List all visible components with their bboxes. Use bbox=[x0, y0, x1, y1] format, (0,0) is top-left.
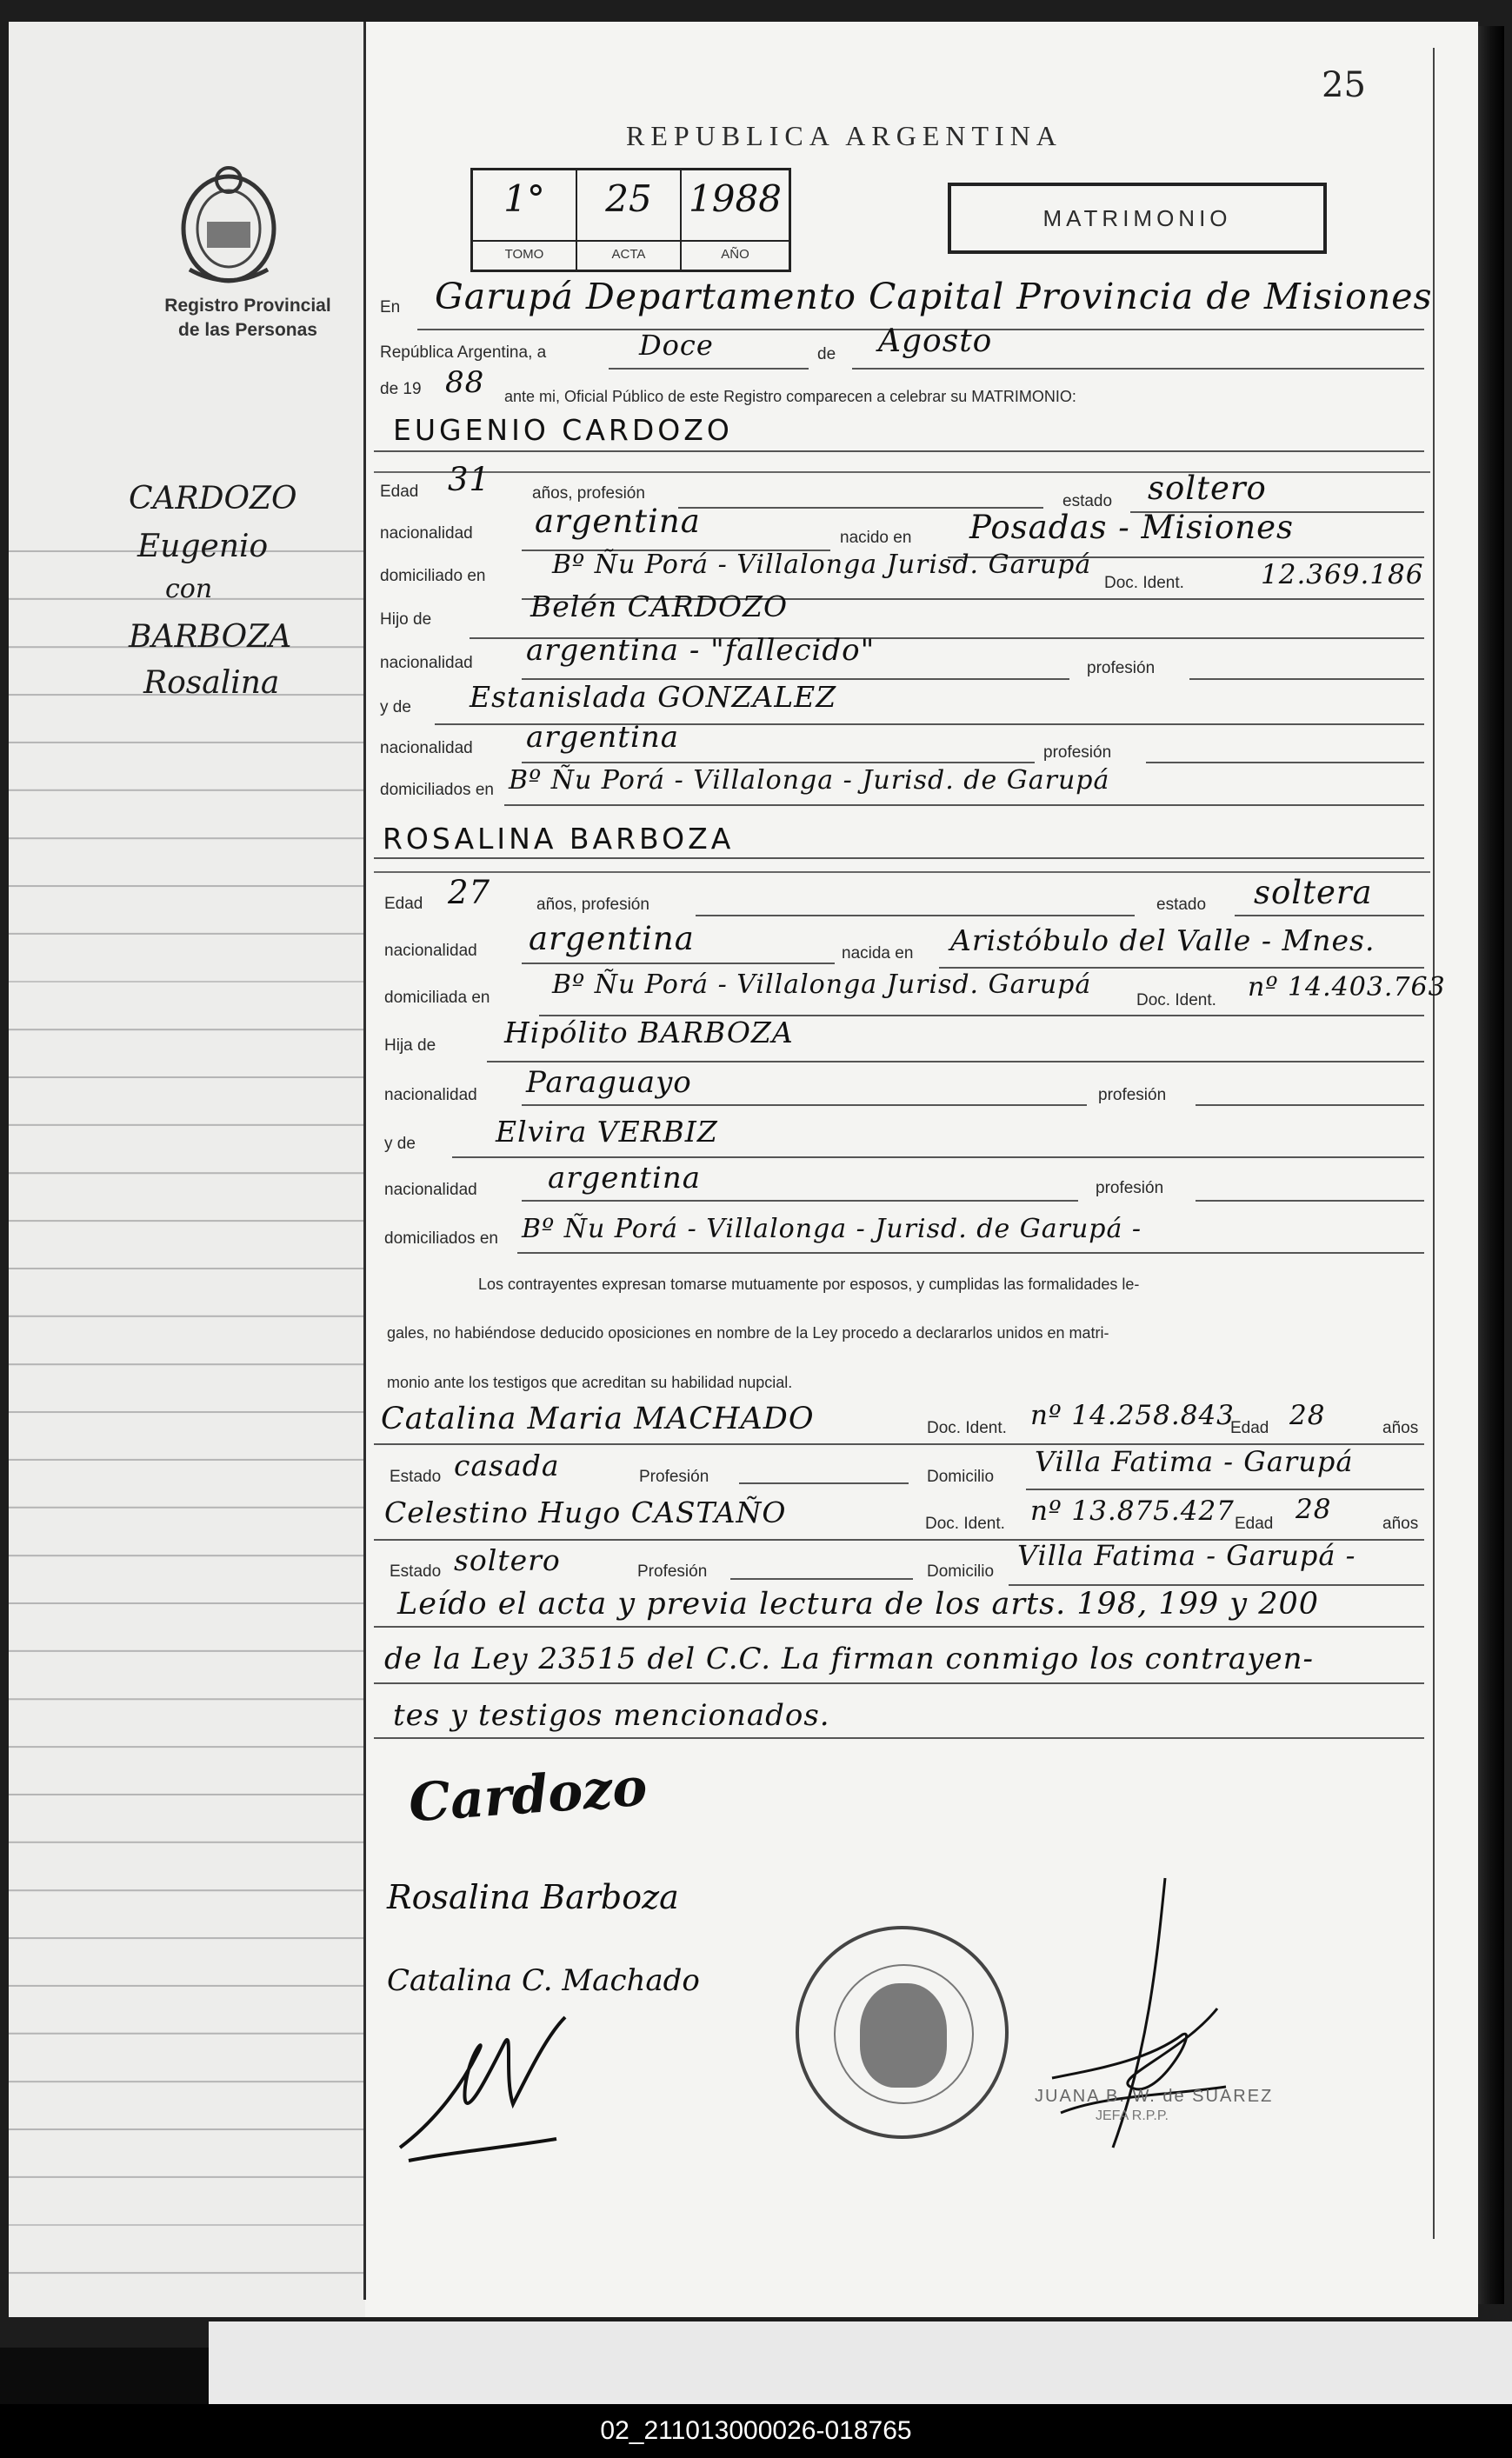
bride-birthplace: Aristóbulo del Valle - Mnes. bbox=[950, 923, 1375, 957]
republic-heading: REPUBLICA ARGENTINA bbox=[626, 120, 1062, 151]
groom-nacionalidad-label: nacionalidad bbox=[380, 524, 473, 543]
ano-label: AÑO bbox=[682, 240, 789, 262]
groom-name-underline bbox=[374, 450, 1424, 452]
right-margin-rule bbox=[1433, 48, 1435, 2239]
groom-name: EUGENIO CARDOZO bbox=[393, 413, 733, 447]
bride-parents-dom-line bbox=[517, 1252, 1424, 1254]
groom-signature: Cardozo bbox=[406, 1756, 649, 1835]
acta-label: ACTA bbox=[577, 240, 680, 262]
witness2-estado-label: Estado bbox=[390, 1562, 442, 1581]
groom-domicilio-label: domiciliado en bbox=[380, 567, 486, 585]
bride-doc: nº 14.403.763 bbox=[1248, 972, 1446, 1003]
bride-father-prof-label: profesión bbox=[1098, 1086, 1167, 1104]
witness2-profesion-label: Profesión bbox=[637, 1562, 708, 1581]
bride-estado-label: estado bbox=[1156, 896, 1207, 914]
groom-father: Belén CARDOZO bbox=[530, 590, 789, 623]
bride-mother-nac-line bbox=[522, 1200, 1078, 1202]
month-underline bbox=[852, 368, 1424, 370]
witness1-estado-label: Estado bbox=[390, 1468, 442, 1486]
witness2-domicilio-label: Domicilio bbox=[927, 1562, 995, 1581]
bride-profession-line bbox=[696, 915, 1135, 916]
stamp-portrait-icon bbox=[860, 1983, 947, 2088]
bride-name: ROSALINA BARBOZA bbox=[383, 822, 735, 856]
tomo-cell bbox=[473, 170, 577, 270]
groom-father-prof-label: profesión bbox=[1087, 659, 1156, 677]
groom-doc: 12.369.186 bbox=[1261, 559, 1424, 590]
witness1-profesion-line bbox=[739, 1482, 909, 1484]
witness1-edad-label: Edad bbox=[1230, 1419, 1269, 1437]
groom-estado-label: estado bbox=[1062, 492, 1113, 510]
groom-nacionalidad: argentina bbox=[535, 503, 701, 540]
groom-nacido-label: nacido en bbox=[840, 529, 912, 547]
witness2-doc-label: Doc. Ident. bbox=[925, 1515, 1005, 1533]
bride-nacida-label: nacida en bbox=[842, 944, 914, 963]
de-label: de bbox=[817, 345, 836, 363]
bride-mother-prof-line bbox=[1196, 1200, 1424, 1202]
official-stamp bbox=[796, 1926, 1009, 2139]
bride-mother-prof-label: profesión bbox=[1096, 1179, 1164, 1197]
witness2-estado: soltero bbox=[454, 1543, 561, 1577]
officer-stamp-name: JUANA B. W. de SUAREZ bbox=[1035, 2087, 1274, 2106]
bride-estado: soltera bbox=[1254, 874, 1373, 911]
witness1-domicilio: Villa Fatima - Garupá bbox=[1035, 1445, 1354, 1478]
groom-birthplace: Posadas - Misiones bbox=[969, 509, 1295, 546]
statement-text: ante mi, Oficial Público de este Registro comparecen a celebrar su MATRIMONIO: bbox=[504, 388, 1076, 405]
bride-father-nac-label: nacionalidad bbox=[384, 1086, 477, 1104]
bride-father-nac-line bbox=[522, 1104, 1087, 1106]
groom-father-nac: argentina - "fallecido" bbox=[526, 633, 876, 668]
bride-father-nac: Paraguayo bbox=[526, 1065, 692, 1100]
place-value: Garupá Departamento Capital Provincia de Misiones bbox=[435, 276, 1433, 317]
bride-father: Hipólito BARBOZA bbox=[504, 1016, 794, 1049]
witness1-age: 28 bbox=[1289, 1400, 1326, 1431]
page-number: 25 bbox=[1322, 65, 1366, 105]
closing-rule-2 bbox=[374, 1682, 1424, 1684]
groom-mother-nac-line bbox=[522, 762, 1035, 763]
bride-profession-label: años, profesión bbox=[536, 896, 649, 914]
acta-cell bbox=[577, 170, 682, 270]
witness2-edad-label: Edad bbox=[1235, 1515, 1274, 1533]
witness-signature: Catalina C. Machado bbox=[387, 1963, 700, 1998]
bride-birthplace-line bbox=[939, 967, 1424, 969]
groom-father-prof-line bbox=[1189, 678, 1424, 680]
officer-signature-icon bbox=[1026, 1861, 1252, 2191]
formal-line-1: Los contrayentes expresan tomarse mutuamente por esposos, y cumplidas las formalidades le- bbox=[478, 1276, 1140, 1293]
coat-of-arms-icon bbox=[168, 161, 290, 291]
witness2-name: Celestino Hugo CASTAÑO bbox=[384, 1495, 787, 1529]
bride-section-rule bbox=[374, 871, 1430, 873]
witness1-estado: casada bbox=[454, 1449, 560, 1482]
formal-line-3: monio ante los testigos que acreditan su habilidad nupcial. bbox=[387, 1374, 793, 1391]
groom-mother: Estanislada GONZALEZ bbox=[470, 680, 837, 714]
bride-father-line bbox=[487, 1061, 1424, 1062]
closing-line-2: de la Ley 23515 del C.C. La firman conmigo los contrayen- bbox=[384, 1642, 1314, 1676]
closing-rule-1 bbox=[374, 1626, 1424, 1628]
groom-parents-dom-line bbox=[504, 804, 1424, 806]
bride-name-underline bbox=[374, 857, 1424, 859]
groom-edad-label: Edad bbox=[380, 483, 419, 501]
formal-line-2: gales, no habiéndose deducido oposiciones en nombre de la Ley procedo a declararlos unidos en matri- bbox=[387, 1324, 1109, 1342]
bottom-page-strip bbox=[209, 2321, 1512, 2404]
groom-mother-label: y de bbox=[380, 698, 411, 716]
registry-name bbox=[104, 294, 391, 343]
bride-parents-dom-label: domiciliados en bbox=[384, 1229, 498, 1248]
margin-note-surname-1: CARDOZO bbox=[129, 481, 297, 516]
witness1-doc-label: Doc. Ident. bbox=[927, 1419, 1007, 1437]
ano-value: 1988 bbox=[689, 177, 782, 220]
closing-line-1: Leído el acta y previa lectura de los arts. 198, 199 y 200 bbox=[397, 1587, 1320, 1622]
groom-estado: soltero bbox=[1148, 470, 1267, 507]
witness2-profesion-line bbox=[730, 1578, 913, 1580]
tomo-label: TOMO bbox=[473, 240, 576, 262]
bride-parents-dom: Bº Ñu Porá - Villalonga - Jurisd. de Garupá - bbox=[522, 1214, 1142, 1244]
groom-domicilio: Bº Ñu Porá - Villalonga Jurisd. Garupá bbox=[552, 550, 1092, 580]
groom-mother-prof-line bbox=[1146, 762, 1424, 763]
groom-father-label: Hijo de bbox=[380, 610, 432, 629]
bride-mother-nac-label: nacionalidad bbox=[384, 1181, 477, 1199]
groom-age: 31 bbox=[448, 461, 491, 498]
witness2-doc: nº 13.875.427 bbox=[1030, 1495, 1235, 1527]
groom-doc-label: Doc. Ident. bbox=[1104, 574, 1184, 592]
record-type-box: MATRIMONIO bbox=[948, 183, 1327, 254]
registry-line-2: de las Personas bbox=[178, 320, 317, 340]
bride-estado-line bbox=[1235, 915, 1424, 916]
republic-label: República Argentina, a bbox=[380, 343, 547, 362]
groom-mother-nac: argentina bbox=[526, 720, 680, 755]
margin-note-con: con bbox=[165, 574, 213, 604]
day-value: Doce bbox=[639, 329, 714, 362]
tomo-value: 1° bbox=[503, 177, 545, 220]
witness1-domicilio-line bbox=[1026, 1489, 1424, 1490]
witness1-domicilio-label: Domicilio bbox=[927, 1468, 995, 1486]
groom-parents-dom: Bº Ñu Porá - Villalonga - Jurisd. de Garupá bbox=[509, 765, 1110, 796]
witness2-anos-label: años bbox=[1382, 1515, 1419, 1533]
bride-signature: Rosalina Barboza bbox=[387, 1878, 679, 1916]
groom-profession-label: años, profesión bbox=[532, 484, 645, 503]
closing-line-3: tes y testigos mencionados. bbox=[393, 1698, 830, 1733]
bride-edad-label: Edad bbox=[384, 895, 423, 913]
year-suffix: 88 bbox=[445, 365, 485, 400]
ano-cell bbox=[682, 170, 789, 270]
witness1-profesion-label: Profesión bbox=[639, 1468, 709, 1486]
witness1-name: Catalina Maria MACHADO bbox=[381, 1402, 815, 1436]
bride-father-label: Hija de bbox=[384, 1036, 436, 1055]
witness1-doc: nº 14.258.843 bbox=[1030, 1400, 1235, 1431]
witness1-anos-label: años bbox=[1382, 1419, 1419, 1437]
groom-section-rule bbox=[374, 471, 1430, 473]
bride-mother: Elvira VERBIZ bbox=[496, 1115, 718, 1149]
bride-mother-nac: argentina bbox=[548, 1161, 702, 1196]
bride-mother-line bbox=[452, 1156, 1424, 1158]
closing-rule-3 bbox=[374, 1737, 1424, 1739]
bride-father-prof-line bbox=[1196, 1104, 1424, 1106]
year-prefix: de 19 bbox=[380, 380, 422, 398]
bride-mother-label: y de bbox=[384, 1135, 416, 1153]
margin-note-surname-2: BARBOZA bbox=[129, 619, 292, 655]
groom-mother-prof-label: profesión bbox=[1043, 743, 1112, 762]
en-label: En bbox=[380, 298, 401, 316]
margin-divider bbox=[363, 22, 366, 2300]
margin-note-given-2: Rosalina bbox=[143, 665, 280, 701]
groom-father-nac-label: nacionalidad bbox=[380, 654, 473, 672]
witness2-signature-scribble-icon bbox=[383, 2000, 609, 2174]
officer-title: JEFA R.P.P. bbox=[1096, 2108, 1169, 2123]
bride-nacionalidad-label: nacionalidad bbox=[384, 942, 477, 960]
witness2-domicilio: Villa Fatima - Garupá - bbox=[1017, 1539, 1356, 1572]
month-value: Agosto bbox=[878, 323, 993, 359]
acta-value: 25 bbox=[605, 177, 652, 220]
bride-domicilio: Bº Ñu Porá - Villalonga Jurisd. Garupá bbox=[552, 969, 1092, 1000]
witness2-age: 28 bbox=[1296, 1494, 1332, 1525]
margin-note-given-1: Eugenio bbox=[137, 529, 269, 564]
witness2-domicilio-line bbox=[1009, 1584, 1424, 1586]
bride-nac-line bbox=[522, 963, 835, 964]
bride-domicilio-label: domiciliada en bbox=[384, 989, 490, 1007]
bride-age: 27 bbox=[448, 874, 491, 911]
registry-line-1: Registro Provincial bbox=[164, 296, 331, 316]
groom-mother-nac-label: nacionalidad bbox=[380, 739, 473, 757]
day-underline bbox=[609, 368, 809, 370]
bride-nacionalidad: argentina bbox=[529, 920, 695, 957]
groom-parents-dom-label: domiciliados en bbox=[380, 781, 494, 799]
bride-doc-label: Doc. Ident. bbox=[1136, 991, 1216, 1009]
record-reference-box bbox=[470, 168, 791, 272]
image-caption: 02_211013000026-018765 bbox=[0, 2404, 1512, 2458]
